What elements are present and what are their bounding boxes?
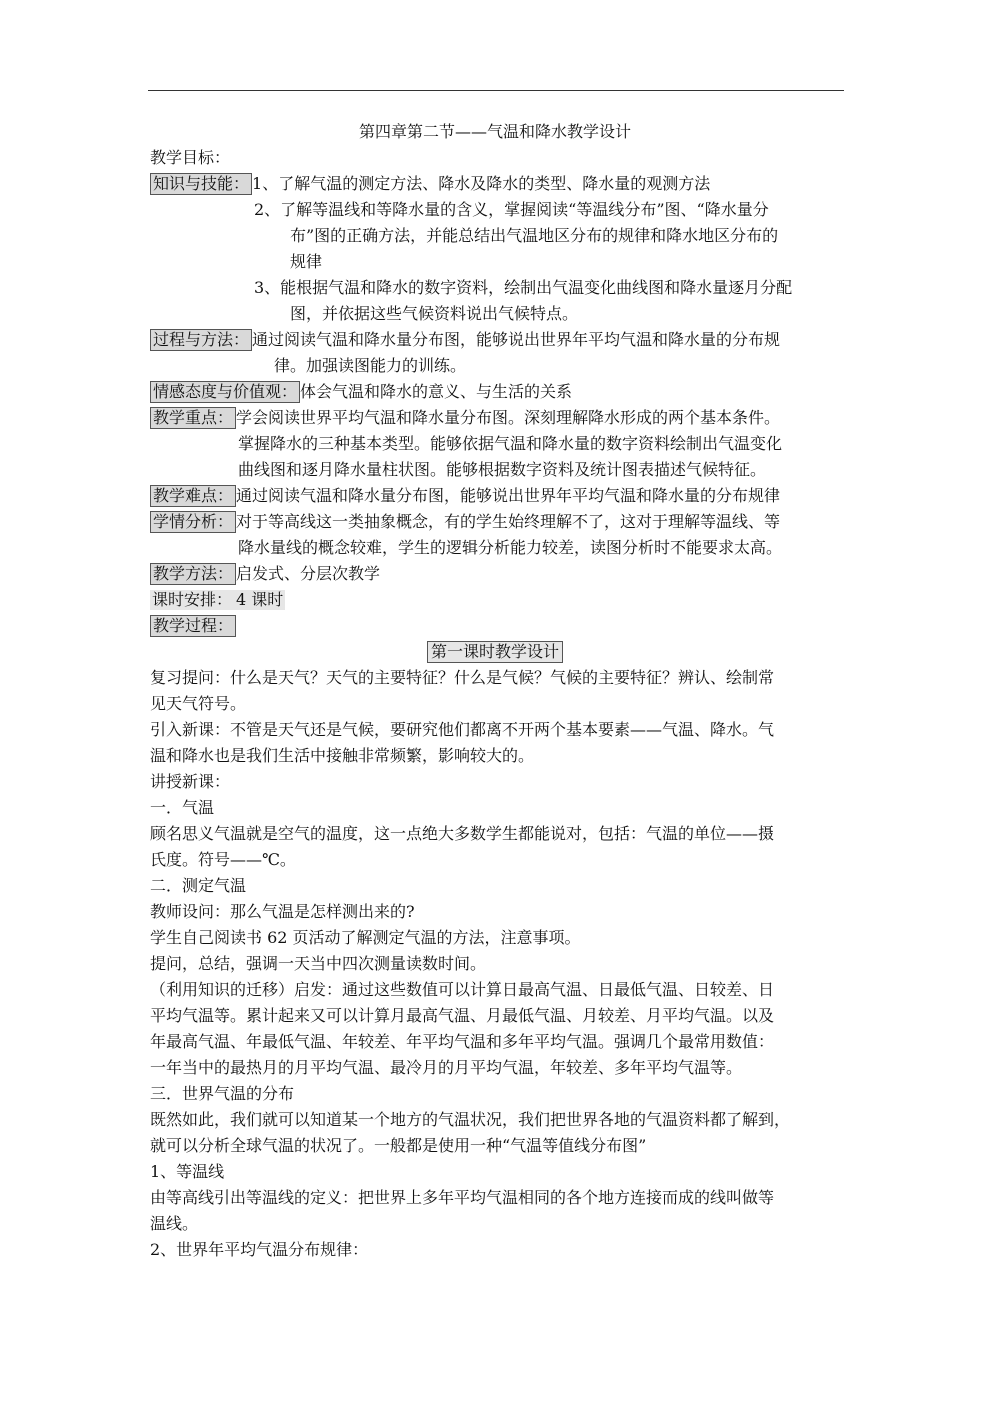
body-paragraph: 提问，总结，强调一天当中四次测量读数时间。 bbox=[150, 954, 487, 973]
body-paragraph: 温和降水也是我们生活中接触非常频繁，影响较大的。 bbox=[150, 746, 535, 765]
difficulties-text: 通过阅读气温和降水量分布图，能够说出世界年平均气温和降水量的分布规律 bbox=[236, 486, 781, 505]
key-points-line-3: 曲线图和逐月降水量柱状图。能够根据数字资料及统计图表描述气候特征。 bbox=[238, 460, 767, 479]
methods-row bbox=[150, 563, 380, 585]
body-paragraph: 教师设问：那么气温是怎样测出来的? bbox=[150, 902, 415, 921]
section-heading: 三．世界气温的分布 bbox=[150, 1084, 295, 1103]
document-title: 第四章第二节——气温和降水教学设计 bbox=[358, 122, 631, 141]
body-paragraph: 一年当中的最热月的月平均气温、最冷月的月平均气温，年较差、多年平均气温等。 bbox=[150, 1058, 743, 1077]
analysis-line-2: 降水量线的概念较难，学生的逻辑分析能力较差，读图分析时不能要求太高。 bbox=[238, 538, 783, 557]
analysis-line-1: 对于等高线这一类抽象概念，有的学生始终理解不了，这对于理解等温线、等 bbox=[236, 512, 781, 531]
analysis-label: 学情分析： bbox=[150, 511, 236, 533]
knowledge-item-2-line-2: 布”图的正确方法，并能总结出气温地区分布的规律和降水地区分布的 bbox=[290, 226, 779, 245]
subsection-heading: 1、等温线 bbox=[150, 1162, 225, 1181]
header-rule bbox=[148, 90, 844, 91]
key-points-row bbox=[150, 407, 780, 429]
knowledge-item-1: 1、了解气温的测定方法、降水及降水的类型、降水量的观测方法 bbox=[252, 174, 711, 193]
body-paragraph: 复习提问：什么是天气？天气的主要特征？什么是气候？气候的主要特征？辨认、绘制常 bbox=[150, 668, 775, 687]
knowledge-label: 知识与技能： bbox=[150, 173, 252, 195]
key-points-label: 教学重点： bbox=[150, 407, 236, 429]
emotion-label: 情感态度与价值观： bbox=[150, 381, 300, 403]
knowledge-item-2-line-3: 规律 bbox=[290, 252, 323, 271]
process-method-row bbox=[150, 329, 780, 351]
process-method-label: 过程与方法： bbox=[150, 329, 252, 351]
process-method-line-1: 通过阅读气温和降水量分布图，能够说出世界年平均气温和降水量的分布规 bbox=[252, 330, 781, 349]
body-paragraph: 平均气温等。累计起来又可以计算月最高气温、月最低气温、月较差、月平均气温。以及 bbox=[150, 1006, 775, 1025]
knowledge-item-2-line-1: 2、了解等温线和等降水量的含义，掌握阅读“等温线分布”图、“降水量分 bbox=[254, 200, 769, 219]
teaching-process-label: 教学过程： bbox=[150, 615, 236, 637]
analysis-row bbox=[150, 511, 780, 533]
difficulties-row bbox=[150, 485, 780, 507]
methods-label: 教学方法： bbox=[150, 563, 236, 585]
process-method-line-2: 律。加强读图能力的训练。 bbox=[274, 356, 467, 375]
knowledge-item-3-line-1: 3、能根据气温和降水的数字资料，绘制出气温变化曲线图和降水量逐月分配 bbox=[254, 278, 793, 297]
body-paragraph: 讲授新课： bbox=[150, 772, 231, 791]
lesson-1-title-row bbox=[150, 641, 840, 663]
goals-label: 教学目标： bbox=[150, 148, 231, 167]
difficulties-label: 教学难点： bbox=[150, 485, 236, 507]
emotion-row bbox=[150, 381, 572, 403]
key-points-line-2: 掌握降水的三种基本类型。能够依据气温和降水量的数字资料绘制出气温变化 bbox=[238, 434, 783, 453]
body-paragraph: 由等高线引出等温线的定义：把世界上多年平均气温相同的各个地方连接而成的线叫做等 bbox=[150, 1188, 775, 1207]
subsection-heading: 2、世界年平均气温分布规律： bbox=[150, 1240, 369, 1259]
body-paragraph: 顾名思义气温就是空气的温度，这一点绝大多数学生都能说对，包括：气温的单位——摄 bbox=[150, 824, 775, 843]
body-paragraph: （利用知识的迁移）启发：通过这些数值可以计算日最高气温、日最低气温、日较差、日 bbox=[150, 980, 775, 999]
knowledge-item-3-line-2: 图，并依据这些气候资料说出气候特点。 bbox=[290, 304, 579, 323]
key-points-line-1: 学会阅读世界平均气温和降水量分布图。深刻理解降水形成的两个基本条件。 bbox=[236, 408, 781, 427]
section-heading: 一．气温 bbox=[150, 798, 215, 817]
methods-text: 启发式、分层次教学 bbox=[236, 564, 381, 583]
body-paragraph: 就可以分析全球气温的状况了。一般都是使用一种“气温等值线分布图” bbox=[150, 1136, 647, 1155]
lesson-1-title: 第一课时教学设计 bbox=[427, 641, 563, 663]
schedule-row bbox=[150, 589, 285, 611]
body-paragraph: 氏度。符号——℃。 bbox=[150, 850, 296, 869]
section-heading: 二．测定气温 bbox=[150, 876, 247, 895]
body-paragraph: 温线。 bbox=[150, 1214, 199, 1233]
body-paragraph: 学生自己阅读书 62 页活动了解测定气温的方法，注意事项。 bbox=[150, 928, 581, 947]
body-paragraph: 见天气符号。 bbox=[150, 694, 247, 713]
body-paragraph: 既然如此，我们就可以知道某一个地方的气温状况，我们把世界各地的气温资料都了解到， bbox=[150, 1110, 791, 1129]
knowledge-row bbox=[150, 173, 710, 195]
schedule-value: 4 课时 bbox=[236, 590, 284, 609]
emotion-text: 体会气温和降水的意义、与生活的关系 bbox=[300, 382, 573, 401]
schedule-label: 课时安排： bbox=[152, 590, 233, 609]
body-paragraph: 引入新课：不管是天气还是气候，要研究他们都离不开两个基本要素——气温、降水。气 bbox=[150, 720, 775, 739]
body-paragraph: 年最高气温、年最低气温、年较差、年平均气温和多年平均气温。强调几个最常用数值： bbox=[150, 1032, 775, 1051]
process-heading-row bbox=[150, 615, 236, 637]
